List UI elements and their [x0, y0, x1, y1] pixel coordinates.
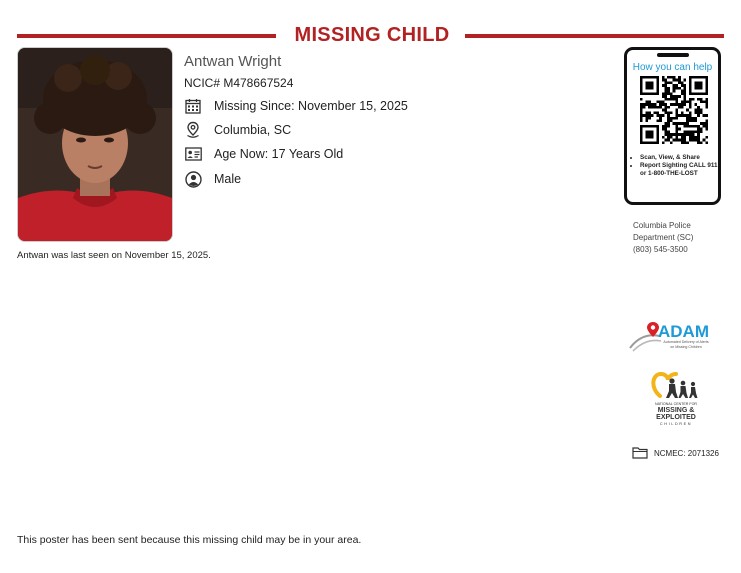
adam-logo: [628, 318, 720, 359]
help-bullet: • Report Sighting CALL 911 or 1-800-THE-LOST: [640, 162, 720, 178]
last-seen-text: Antwan was last seen on November 15, 2025.: [17, 250, 211, 261]
qr-code-icon[interactable]: [640, 76, 708, 149]
ncic-number: NCIC# M478667524: [184, 76, 294, 90]
ncmec-line1: NATIONAL CENTER FOR: [655, 402, 697, 406]
adam-tagline-1: Automated Delivery of Alerts: [663, 340, 709, 344]
phone-notch: [657, 53, 689, 57]
location-pin-icon: [184, 121, 202, 139]
age-text: Age Now: 17 Years Old: [214, 147, 344, 161]
sex-text: Male: [214, 172, 242, 186]
agency-name-line1: Columbia Police: [633, 221, 691, 230]
help-box: [624, 47, 721, 205]
person-icon: [184, 170, 202, 188]
header-line-right: [465, 34, 724, 38]
ncmec-line4: CHILDREN: [659, 422, 693, 426]
location-row: [184, 121, 291, 139]
missing-since-text: Missing Since: November 15, 2025: [214, 99, 408, 113]
help-title: How you can help: [632, 62, 713, 73]
help-bullets: [631, 154, 720, 178]
child-photo: [17, 47, 173, 242]
sex-row: [184, 170, 241, 188]
ncmec-case-number: NCMEC: 2071326: [654, 449, 719, 458]
location-text: Columbia, SC: [214, 123, 292, 137]
calendar-icon: [184, 97, 202, 115]
agency-name-line2: Department (SC): [633, 233, 694, 242]
ncmec-case: [632, 446, 719, 461]
footer-text: This poster has been sent because this missing child may be in your area.: [17, 534, 362, 546]
id-card-icon: [184, 145, 202, 163]
page-title: MISSING CHILD: [294, 24, 450, 46]
header-line-left: [17, 34, 276, 38]
adam-wordmark: ADAM: [658, 322, 709, 341]
ncmec-logo: [648, 368, 704, 433]
adam-tagline-2: on Missing Children: [670, 345, 702, 349]
ncmec-line2: MISSING &: [657, 407, 695, 414]
help-bullet: • Scan, View, & Share: [640, 154, 720, 162]
missing-since-row: [184, 97, 408, 115]
child-name: Antwan Wright: [184, 53, 282, 70]
folder-icon: [632, 446, 648, 461]
agency-info: [633, 220, 693, 256]
agency-phone: (803) 545-3500: [633, 245, 688, 254]
ncmec-line3: EXPLOITED: [656, 414, 696, 421]
age-row: [184, 145, 343, 163]
